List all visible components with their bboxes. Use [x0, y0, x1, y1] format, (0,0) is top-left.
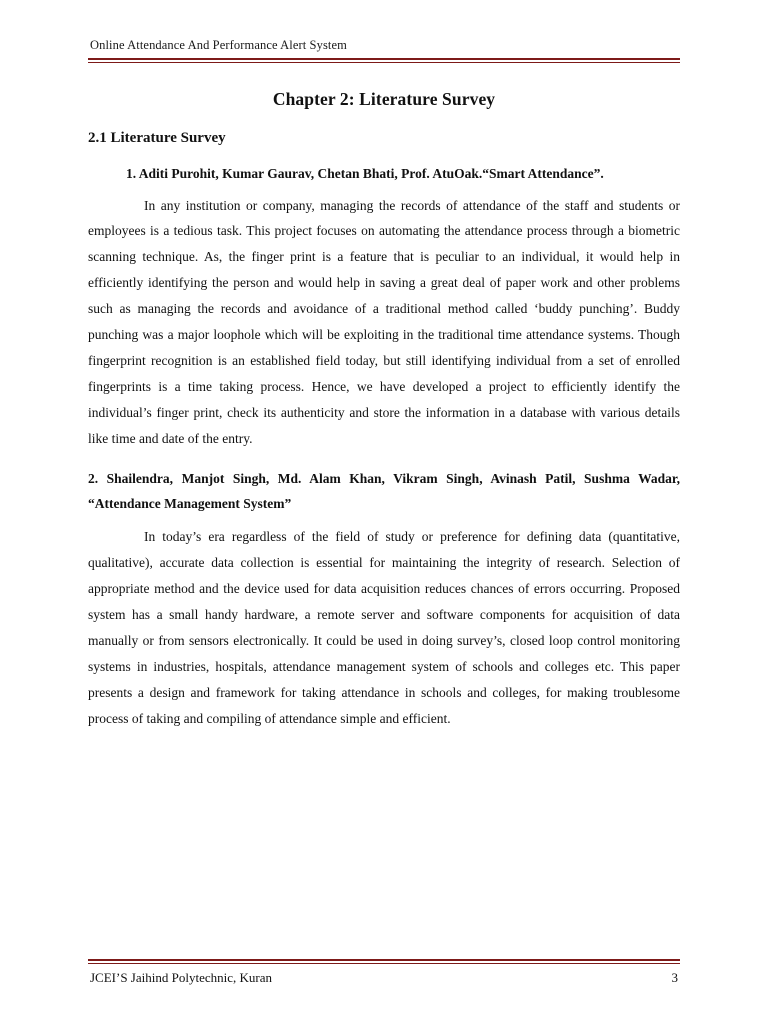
header-title: Online Attendance And Performance Alert System: [90, 38, 347, 52]
reference-paragraph-2: In today’s era regardless of the field of study or preference for defining data (quantitative, qualitative), accurate data collection is essential for maintaining the integrity of research. Selection of appropriate method and the device used for data acquisition reduces chances of errors occurring. Proposed system has a small handy hardware, a remote server and software components for acquisition of data manually or from sensors electronically. It could be used in doing survey’s, closed loop control monitoring systems in industries, hospitals, attendance management system of schools and colleges etc. This paper presents a design and framework for taking attendance in schools and colleges, for making troublesome process of taking and compiling of attendance simple and efficient.: [88, 529, 680, 726]
header-divider: [88, 58, 680, 63]
reference-heading-1: 1. Aditi Purohit, Kumar Gaurav, Chetan Bhati, Prof. AtuOak.“Smart Attendance”.: [126, 165, 604, 181]
reference-heading-2: 2. Shailendra, Manjot Singh, Md. Alam Khan, Vikram Singh, Avinash Patil, Sushma Wadar, “Attendance Management System”: [88, 470, 680, 512]
footer-row: [88, 970, 680, 986]
reference-paragraph-1: In any institution or company, managing the records of attendance of the staff and students or employees is a tedious task. This project focuses on automating the attendance process through a biometric scanning technique. As, the finger print is a feature that is peculiar to an individual, it would help in efficiently identifying the person and would help in saving a great deal of paper work and other problems such as managing the records and avoidance of a traditional method called ‘buddy punching’. Buddy punching was a major loophole which will be exploiting in the traditional time attendance systems. Though fingerprint recognition is an established field today, but still identifying individual from a set of enrolled fingerprints is a time taking process. Hence, we have developed a project to efficiently identify the individual’s finger print, check its authenticity and store the information in a database with various details like time and date of the entry.: [88, 197, 680, 446]
chapter-title: Chapter 2: Literature Survey: [272, 88, 496, 109]
footer-divider: [88, 959, 680, 964]
page-header: [88, 38, 680, 63]
page-footer: [88, 959, 680, 986]
page-content: [88, 38, 680, 968]
footer-page-number: 3: [671, 970, 678, 985]
section-heading: 2.1 Literature Survey: [88, 129, 226, 146]
footer-institution: JCEI’S Jaihind Polytechnic, Kuran: [90, 970, 272, 985]
